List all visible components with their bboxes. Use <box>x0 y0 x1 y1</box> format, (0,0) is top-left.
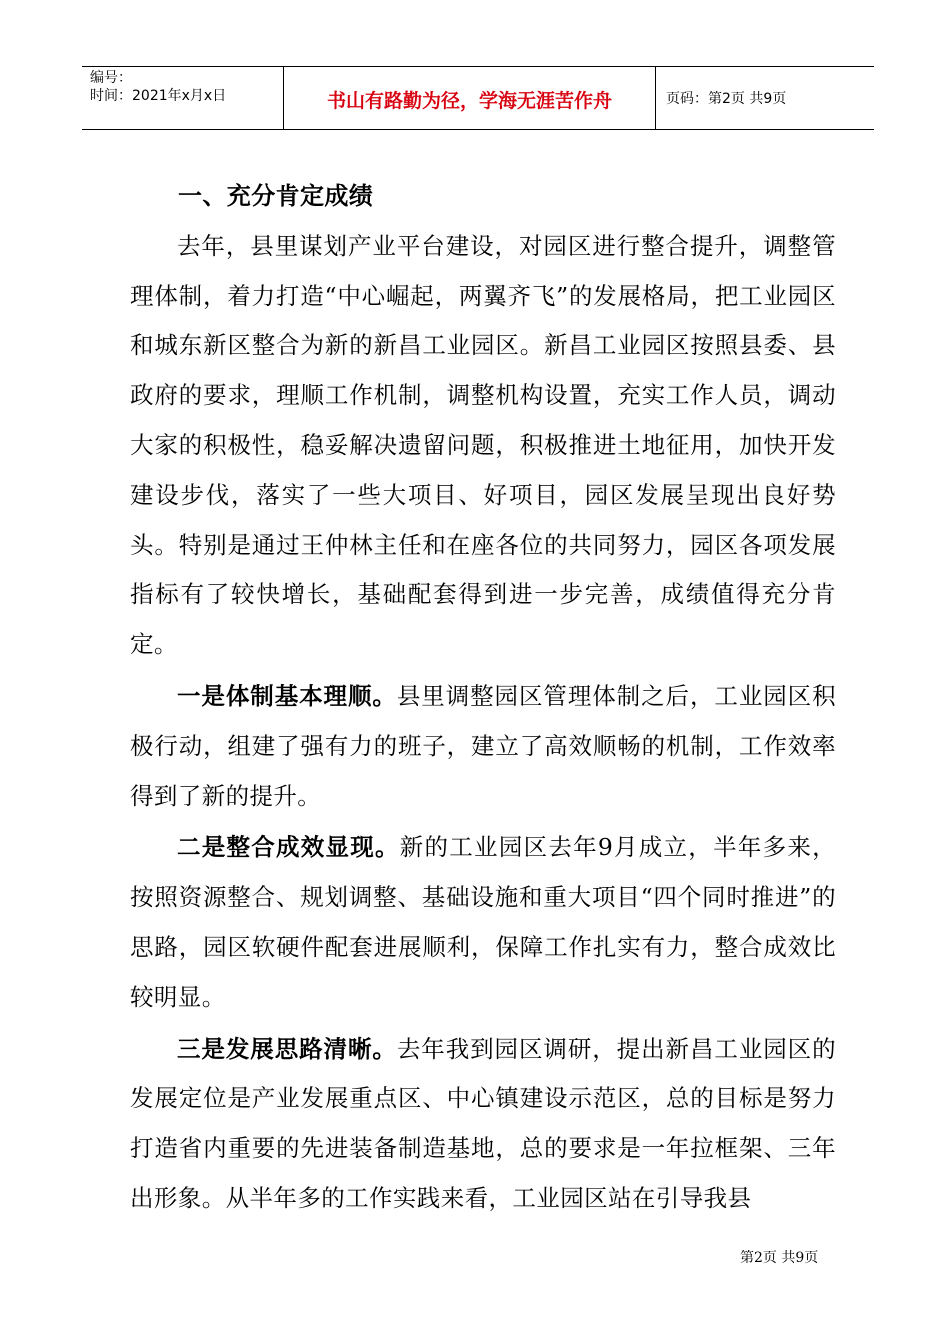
paragraph-text: 去年我到园区调研，提出新昌工业园区的发展定位是产业发展重点区、中心镇建设示范区，总的目标是努力打造省内重要的先进装备制造基地，总的要求是一年拉框架、三年出形象。从半年多的工作实践来看，工业园区站在引导我县 <box>130 1034 836 1212</box>
paragraph-lead: 三是发展思路清晰。 <box>177 1034 397 1063</box>
paragraph-lead: 二是整合成效显现。 <box>177 833 400 862</box>
doc-date-label: 时间：2021年x月x日 <box>90 88 227 104</box>
body-paragraph <box>130 222 836 670</box>
body-paragraph <box>130 823 836 1022</box>
page-footer: 第2页 共9页 <box>740 1250 819 1266</box>
document-body <box>130 172 836 1224</box>
doc-number-label: 编号： <box>90 70 132 86</box>
header-motto: 书山有路勤为径，学海无涯苦作舟 <box>284 67 656 129</box>
paragraph-text: 新的工业园区去年9月成立，半年多来，按照资源整合、规划调整、基础设施和重大项目“四个同时推进”的思路，园区软硬件配套进展顺利，保障工作扎实有力，整合成效比较明显。 <box>130 833 836 1011</box>
section-title: 一、充分肯定成绩 <box>178 182 374 210</box>
body-paragraph <box>130 1025 836 1224</box>
page-header <box>82 66 874 130</box>
body-paragraph <box>130 672 836 821</box>
paragraph-text: 去年，县里谋划产业平台建设，对园区进行整合提升，调整管理体制，着力打造“中心崛起，两翼齐飞”的发展格局，把工业园区和城东新区整合为新的新昌工业园区。新昌工业园区按照县委、县政府的要求，理顺工作机制，调整机构设置，充实工作人员，调动大家的积极性，稳妥解决遗留问题，积极推进土地征用，加快开发建设步伐，落实了一些大项目、好项目，园区发展呈现出良好势头。特别是通过王仲林主任和在座各位的共同努力，园区各项发展指标有了较快增长，基础配套得到进一步完善，成绩值得充分肯定。 <box>130 231 836 659</box>
paragraph-text: 县里调整园区管理体制之后，工业园区积极行动，组建了强有力的班子，建立了高效顺畅的机制，工作效率得到了新的提升。 <box>130 681 836 810</box>
paragraph-lead: 一是体制基本理顺。 <box>177 681 397 710</box>
header-meta <box>82 67 284 129</box>
header-page-number: 页码：第2页 共9页 <box>666 91 787 107</box>
